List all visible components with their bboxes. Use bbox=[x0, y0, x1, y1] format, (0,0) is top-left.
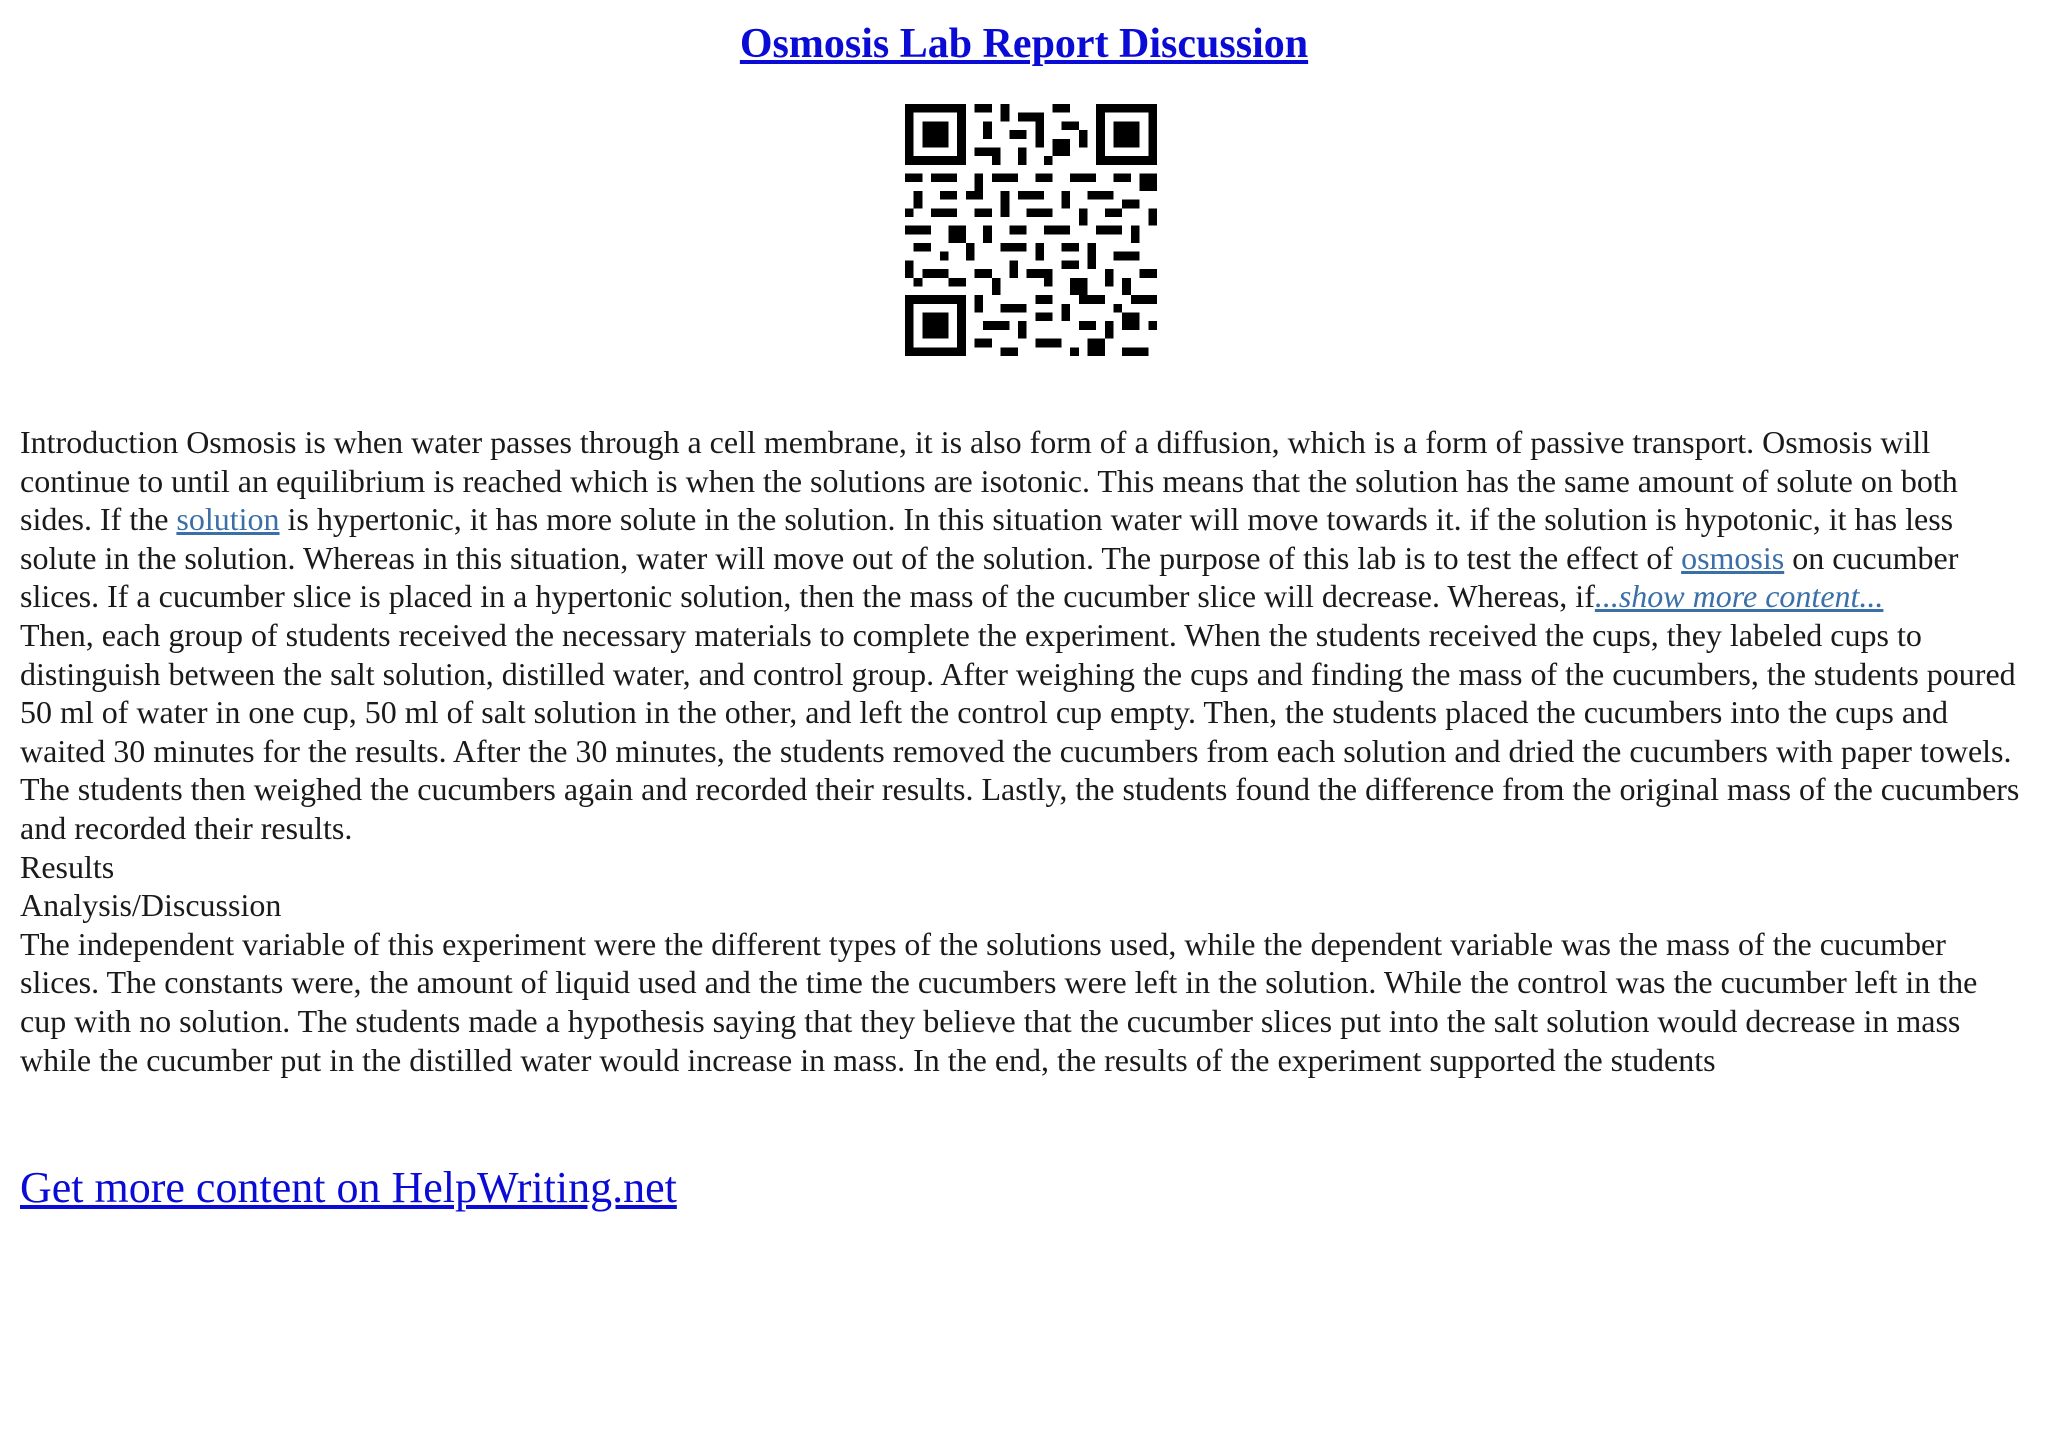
procedure-paragraph: Then, each group of students received the necessary materials to complete the experiment. When the students received the cups, they labeled cups to distinguish between the salt solution, distilled water, and control group. After weighing the cups and finding the mass of the cucumbers, the students poured 50 ml of water in one cup, 50 ml of salt solution in the other, and left the control cup empty. Then, the students placed the cucumbers into the cups and waited 30 minutes for the results. After the 30 minutes, the students removed the cucumbers from each solution and dried the cucumbers with paper towels. The students then weighed the cucumbers again and recorded their results. Lastly, the students found the difference from the original mass of the cucumbers and recorded their results. bbox=[20, 616, 2020, 846]
report-body bbox=[20, 423, 2030, 1079]
intro-text-2: is hypertonic, it has more solute in the solution. In this situation water will move towards it. if the solution is hypotonic, it has less solute in the solution. Whereas in this situation, water will move out of the solution. The purpose of this lab is to test the effect of bbox=[20, 501, 1954, 576]
footer bbox=[20, 1160, 677, 1216]
intro-text-1: Introduction Osmosis is when water passes through a cell membrane, it is also form of a diffusion, which is a form of passive transport. Osmosis will continue to until an equilibrium is reached which is when the solutions are isotonic. This means that the solution has the same amount of solute on both sides. If the bbox=[20, 424, 1958, 538]
show-more-link[interactable]: ...show more content... bbox=[1594, 578, 1884, 615]
osmosis-link[interactable]: osmosis bbox=[1681, 539, 1785, 576]
page-title bbox=[0, 18, 2048, 70]
solution-link[interactable]: solution bbox=[176, 501, 280, 538]
qr-code-graphic bbox=[905, 104, 1157, 356]
analysis-heading: Analysis/Discussion bbox=[20, 887, 282, 924]
title-link[interactable]: Osmosis Lab Report Discussion bbox=[739, 21, 1309, 67]
qr-code-icon bbox=[905, 104, 1157, 356]
get-more-content-link[interactable]: Get more content on HelpWriting.net bbox=[20, 1163, 677, 1212]
analysis-paragraph: The independent variable of this experiment were the different types of the solutions used, while the dependent variable was the mass of the cucumber slices. The constants were, the amount of liquid used and the time the cucumbers were left in the solution. While the control was the cucumber left in the cup with no solution. The students made a hypothesis saying that they believe that the cucumber slices put into the salt solution would decrease in mass while the cucumber put in the distilled water would increase in mass. In the end, the results of the experiment supported the students bbox=[20, 925, 1978, 1078]
intro-text-3: on cucumber slices. If a cucumber slice is placed in a hypertonic solution, then the mass of the cucumber slice will decrease. Whereas, if bbox=[20, 539, 1959, 615]
intro-paragraph bbox=[20, 423, 2030, 616]
results-heading: Results bbox=[20, 848, 115, 885]
